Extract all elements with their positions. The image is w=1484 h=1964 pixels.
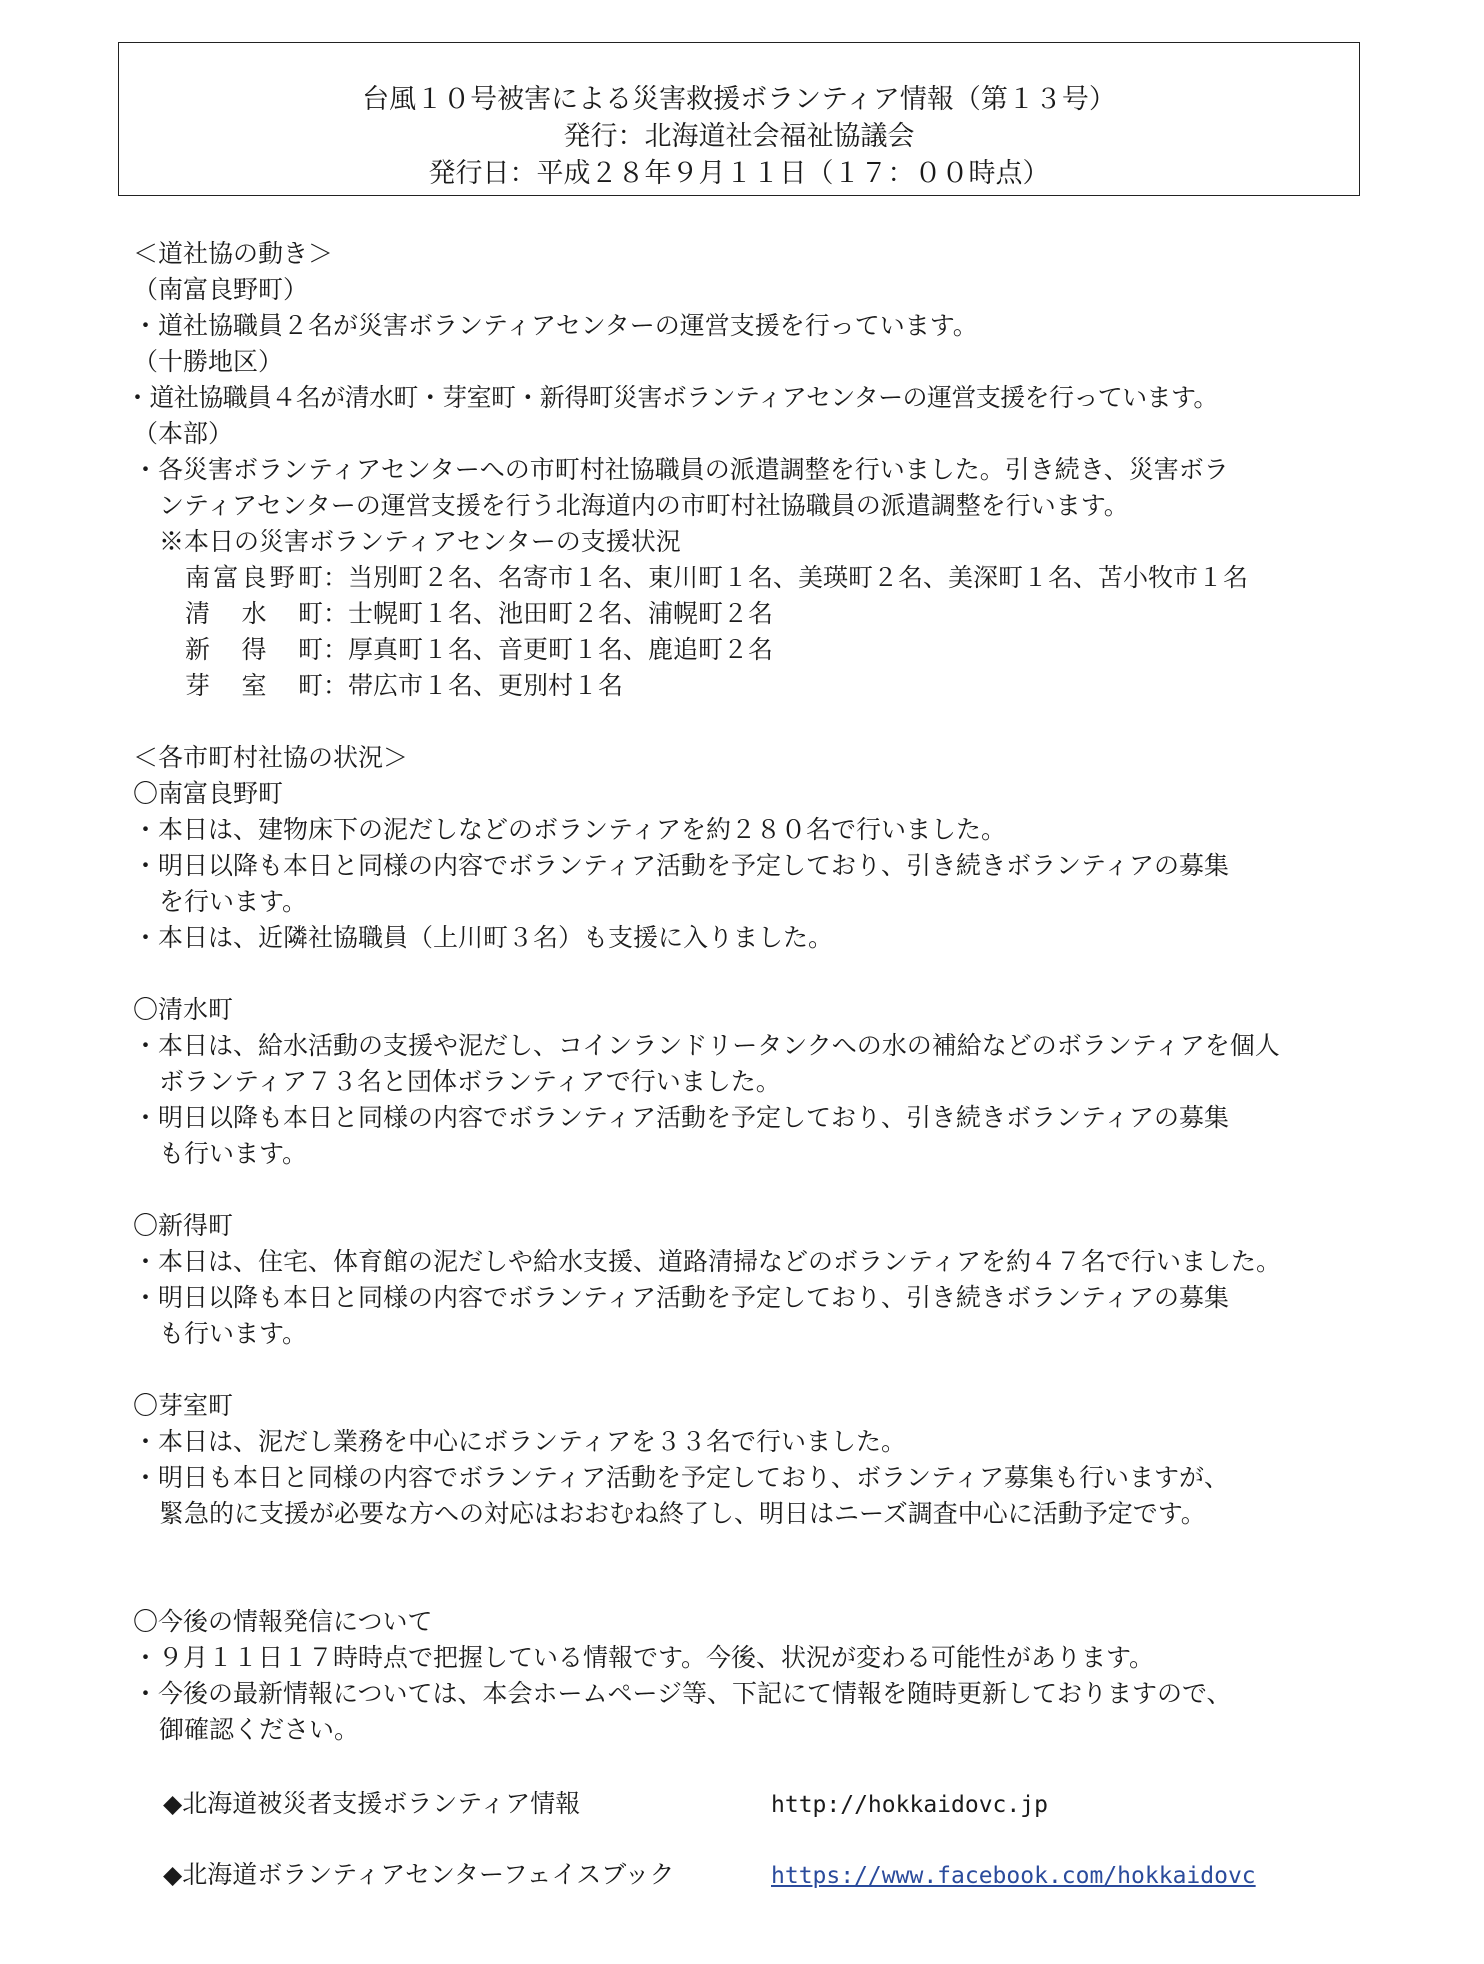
- bullet-line: ・本日は、給水活動の支援や泥だし、コインランドリータンクへの水の補給などのボランティアを個人: [133, 1031, 1280, 1060]
- section-heading-dosha: ＜道社協の動き＞: [133, 239, 334, 268]
- bullet-line: ・本日は、近隣社協職員（上川町３名）も支援に入りました。: [133, 923, 834, 952]
- subheading-tokachi: （十勝地区）: [133, 347, 284, 376]
- link-row-volunteer-info: [163, 1786, 1048, 1823]
- link-row-facebook: [163, 1857, 1256, 1894]
- support-row: [133, 668, 1373, 704]
- support-town: 新得町: [185, 635, 323, 664]
- town-title-memuro: 〇芽室町: [133, 1391, 234, 1420]
- bullet-line-cont: を行います。: [159, 887, 308, 916]
- town-title-shimizu: 〇清水町: [133, 995, 234, 1024]
- spacer: [133, 704, 1373, 740]
- spacer: [133, 956, 1373, 992]
- section-heading-info: 〇今後の情報発信について: [133, 1607, 433, 1636]
- website-url[interactable]: http://hokkaidovc.jp: [771, 1792, 1048, 1818]
- bullet-line: ・明日以降も本日と同様の内容でボランティア活動を予定しており、引き続きボランティアの募集: [133, 1283, 1230, 1312]
- subheading-honbu: （本部）: [133, 419, 234, 448]
- town-title-minamifurano: 〇南富良野町: [133, 779, 284, 808]
- bullet-line-cont: も行います。: [159, 1139, 308, 1168]
- support-town: 清水町: [185, 599, 323, 628]
- spacer: [133, 1172, 1373, 1208]
- issue-date: 発行日：平成２８年９月１１日（１７：００時点）: [428, 158, 1050, 189]
- bullet-line: ・明日以降も本日と同様の内容でボランティア活動を予定しており、引き続きボランティアの募集: [133, 851, 1230, 880]
- support-row: [133, 632, 1373, 668]
- bullet-line: ・明日以降も本日と同様の内容でボランティア活動を予定しており、引き続きボランティアの募集: [133, 1103, 1230, 1132]
- bullet-line: ・明日も本日と同様の内容でボランティア活動を予定しており、ボランティア募集も行いますが、: [133, 1463, 1230, 1492]
- bullet-tokachi: ・道社協職員４名が清水町・芽室町・新得町災害ボランティアセンターの運営支援を行っています。: [125, 383, 1218, 412]
- link-label: ◆北海道被災者支援ボランティア情報: [163, 1789, 581, 1818]
- spacer: [133, 1352, 1373, 1388]
- bullet-honbu-2: ンティアセンターの運営支援を行う北海道内の市町村社協職員の派遣調整を行います。: [159, 491, 1129, 520]
- spacer: [133, 1568, 1373, 1604]
- facebook-link[interactable]: https://www.facebook.com/hokkaidovc: [771, 1863, 1256, 1889]
- link-label: ◆北海道ボランティアセンターフェイスブック: [163, 1860, 675, 1889]
- support-row: [133, 596, 1373, 632]
- town-title-shintoku: 〇新得町: [133, 1211, 234, 1240]
- bullet-honbu-1: ・各災害ボランティアセンターへの市町村社協職員の派遣調整を行いました。引き続き、災害ボラ: [133, 455, 1229, 484]
- support-detail: ：士幌町１名、池田町２名、浦幌町２名: [323, 599, 774, 628]
- support-row: [133, 560, 1373, 596]
- bullet-line: ・本日は、住宅、体育館の泥だしや給水支援、道路清掃などのボランティアを約４７名で行いました。: [133, 1247, 1282, 1276]
- bullet-line: ・今後の最新情報については、本会ホームページ等、下記にて情報を随時更新しておりますので、: [133, 1679, 1232, 1708]
- bullet-line-cont: 緊急的に支援が必要な方への対応はおおむね終了し、明日はニーズ調査中心に活動予定です。: [159, 1499, 1206, 1528]
- support-detail: ：厚真町１名、音更町１名、鹿追町２名: [323, 635, 774, 664]
- bullet-line-cont: 御確認ください。: [159, 1715, 360, 1744]
- bullet-line-cont: ボランティア７３名と団体ボランティアで行いました。: [159, 1067, 781, 1096]
- support-detail: ：帯広市１名、更別村１名: [323, 671, 624, 700]
- bullet-line: ・本日は、泥だし業務を中心にボランティアを３３名で行いました。: [133, 1427, 907, 1456]
- bullet-line: ・９月１１日１７時時点で把握している情報です。今後、状況が変わる可能性があります。: [133, 1643, 1155, 1672]
- header-box: [118, 42, 1360, 196]
- section-heading-municipal: ＜各市町村社協の状況＞: [133, 743, 409, 772]
- bullet-minamifurano: ・道社協職員２名が災害ボランティアセンターの運営支援を行っています。: [133, 311, 978, 340]
- publisher: 発行：北海道社会福祉協議会: [563, 121, 915, 152]
- subheading-minamifurano: （南富良野町）: [133, 275, 309, 304]
- support-heading: ※本日の災害ボランティアセンターの支援状況: [159, 527, 681, 556]
- support-detail: ：当別町２名、名寄市１名、東川町１名、美瑛町２名、美深町１名、苫小牧市１名: [323, 563, 1249, 592]
- support-town: 芽室町: [185, 671, 323, 700]
- document-body: [125, 236, 1373, 1748]
- support-town: 南富良野町: [185, 563, 323, 592]
- document-title: 台風１０号被害による災害救援ボランティア情報（第１３号）: [362, 84, 1116, 115]
- spacer: [133, 1532, 1373, 1568]
- bullet-line-cont: も行います。: [159, 1319, 308, 1348]
- bullet-line: ・本日は、建物床下の泥だしなどのボランティアを約２８０名で行いました。: [133, 815, 1007, 844]
